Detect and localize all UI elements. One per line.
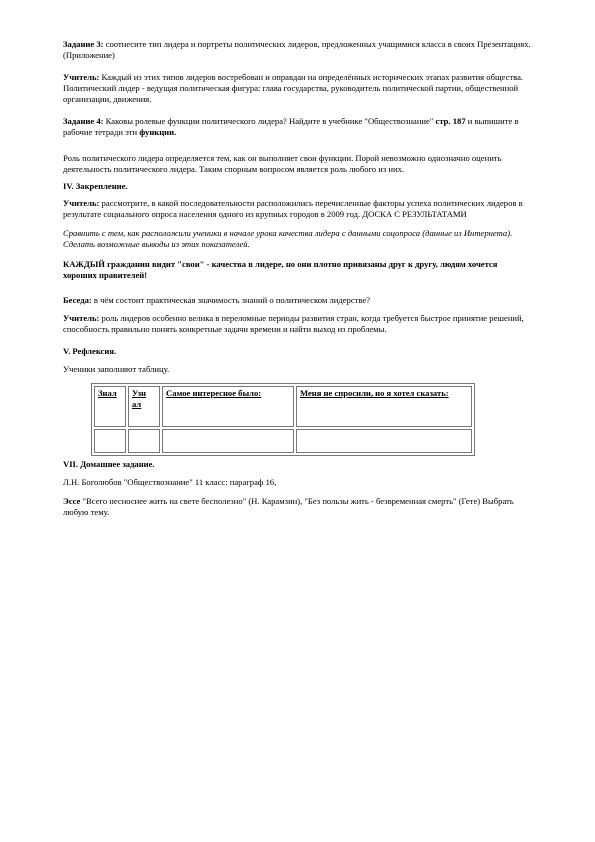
task3-label: Задание 3: bbox=[63, 39, 104, 49]
students-fill-text: Ученики заполняют таблицу. bbox=[63, 364, 170, 374]
talk-paragraph bbox=[63, 295, 533, 306]
talk-text: в чём состоит практическая значимость знаний о политическом лидерстве? bbox=[91, 295, 371, 305]
teacher2-label: Учитель: bbox=[63, 198, 100, 208]
table-header-cell: Узн ал bbox=[128, 386, 160, 427]
task4-text1: Каковы ролевые функции политического лидера? Найдите в учебнике "Обществознание" bbox=[103, 116, 436, 126]
essay-label: Эссе bbox=[63, 496, 81, 506]
task4-page-ref: стр. 187 bbox=[435, 116, 466, 126]
table-cell bbox=[128, 429, 160, 453]
task4-paragraph bbox=[63, 116, 533, 138]
compare-paragraph: Сравнить с тем, как расположили ученики в начале урока качества лидера с данными соцопроса (данные из Интернета). Сделать возможные выводы из этих показателей. bbox=[63, 228, 513, 249]
homework-book-text: Л.Н. Боголюбов "Обществознание" 11 класс: параграф 16, bbox=[63, 477, 277, 487]
section7-title-text: VII. Домашнее задание. bbox=[63, 459, 155, 469]
table-header-cell: Знал bbox=[94, 386, 126, 427]
reflection-table bbox=[91, 383, 475, 456]
every-citizen-paragraph bbox=[63, 259, 533, 281]
teacher3-text: роль лидеров особенно велика в переломные периоды развития стран, когда требуется быстрое принятие решений, способность правильно понять конкретные задачи времени и найти выход из проблемы. bbox=[63, 313, 524, 334]
table-header-cell: Меня не спросили, но я хотел сказать: bbox=[296, 386, 472, 427]
essay-paragraph bbox=[63, 496, 533, 518]
teacher3-label: Учитель: bbox=[63, 313, 100, 323]
table-cell bbox=[94, 429, 126, 453]
task3-text: соотнесите тип лидера и портреты политических лидеров, предложенных учащимися класса в своих Презентациях. (Приложение) bbox=[63, 39, 531, 60]
table-row bbox=[94, 429, 472, 453]
essay-text: "Всего несноснее жить на свете бесполезно" (Н. Карамзин), "Без пользы жить - безвременная смерть" (Гете) Выбрать любую тему. bbox=[63, 496, 514, 517]
table-header-cell: Самое интересное было: bbox=[162, 386, 294, 427]
section4-title bbox=[63, 181, 533, 192]
task4-label: Задание 4: bbox=[63, 116, 104, 126]
section7-title bbox=[63, 459, 533, 470]
every-citizen-text: КАЖДЫЙ гражданин видит "свои" - качества в лидере, но они плотно привязаны друг к другу, людям хочется хороших правителей! bbox=[63, 259, 498, 280]
task3-paragraph bbox=[63, 39, 533, 61]
teacher1-paragraph bbox=[63, 72, 533, 105]
teacher2-paragraph bbox=[63, 198, 533, 220]
talk-label: Беседа: bbox=[63, 295, 92, 305]
teacher2-text: рассмотрите, в какой последовательности расположились перечисленные факторы успеха политических лидеров в результате социального опроса населения одного из крупных городов в 2009 год. ДОСКА С РЕЗУЛЬТАТАМИ bbox=[63, 198, 523, 219]
role-paragraph: Роль политического лидера определяется тем, как он выполняет свои функции. Порой невозможно однозначно оценить деятельность политического лидера. Таким спорным вопросом является роль любого из них. bbox=[63, 153, 502, 174]
task4-text2: и выпишите в рабочие тетради эти bbox=[63, 116, 519, 137]
teacher1-text: Каждый из этих типов лидеров востребован и оправдан на определённых исторических этапах развития общества. Политический лидер - ведущая политическая фигура: глава государства, руководитель политической партии, общественной организации, движения. bbox=[63, 72, 524, 104]
table-cell bbox=[162, 429, 294, 453]
teacher1-label: Учитель: bbox=[63, 72, 100, 82]
section5-title-text: V. Рефлексия. bbox=[63, 346, 117, 356]
table-header-row bbox=[94, 386, 472, 427]
task4-bold-end: функции. bbox=[139, 127, 177, 137]
section4-title-text: IV. Закрепление. bbox=[63, 181, 128, 191]
table-cell bbox=[296, 429, 472, 453]
section5-title bbox=[63, 346, 533, 357]
teacher3-paragraph bbox=[63, 313, 533, 335]
